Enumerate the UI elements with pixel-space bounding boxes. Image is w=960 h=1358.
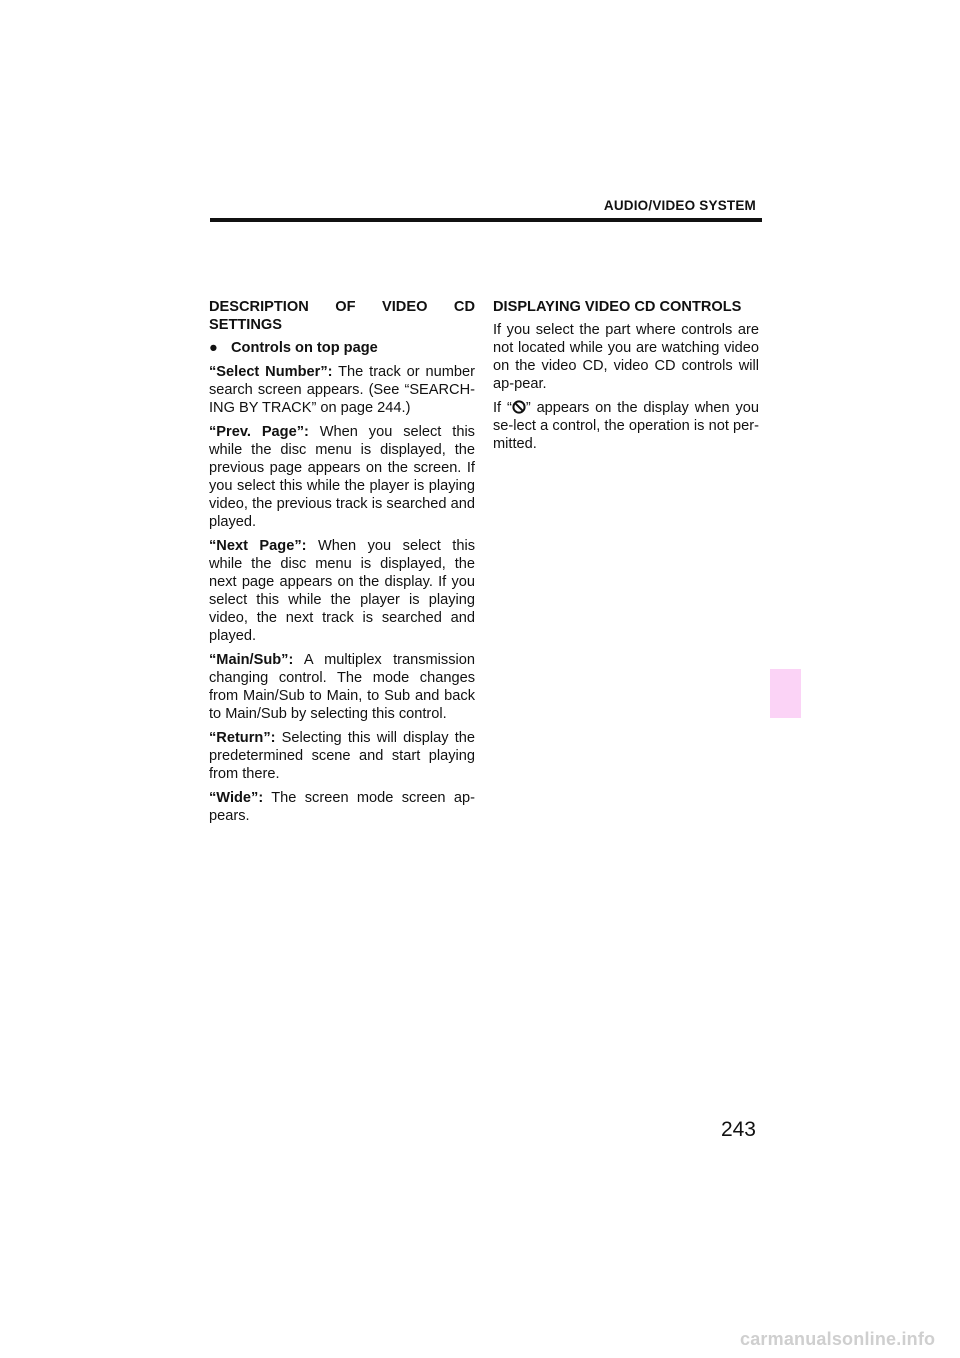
body-paragraph [493, 399, 759, 453]
control-description-return [209, 729, 475, 783]
control-text: When you select this while the disc menu is displayed, the previous page appears on the screen. If you select this while the player is playing video, the previous track is searched and played. [209, 424, 475, 530]
control-text: A multiplex transmission changing control. The mode changes from Main/Sub to Main, to Sub and back to Main/Sub by selecting this control. [209, 652, 475, 722]
left-column [209, 298, 475, 831]
control-description-main-sub [209, 651, 475, 723]
para-text: ” appears on the display when you se-lect a control, the operation is not per-mitted. [493, 400, 759, 452]
subheading-text: Controls on top page [231, 340, 378, 356]
prohibited-icon [512, 400, 526, 414]
control-text: The screen mode screen ap-pears. [209, 790, 475, 824]
header-rule [210, 218, 762, 222]
body-paragraph: If you select the part where controls are not located while you are watching video on the video CD, video CD controls will ap-pear. [493, 322, 759, 392]
control-term: “Return”: [209, 730, 276, 746]
control-description-select-number [209, 363, 475, 417]
control-description-next-page [209, 537, 475, 645]
section-tab [770, 669, 801, 718]
section-heading: DISPLAYING VIDEO CD CONTROLS [493, 299, 742, 315]
control-term: “Main/Sub”: [209, 652, 294, 668]
para-text: If “ [493, 400, 512, 416]
control-description-wide [209, 789, 475, 825]
control-term: “Next Page”: [209, 538, 307, 554]
page-number: 243 [720, 1118, 756, 1141]
control-text: Selecting this will display the predetermined scene and start playing from there. [209, 730, 475, 782]
control-text: When you select this while the disc menu is displayed, the next page appears on the display. If you select this while the player is playing video, the next track is searched and played. [209, 538, 475, 644]
section-heading: DESCRIPTION OF VIDEO CD SETTINGS [209, 299, 475, 333]
subheading [209, 339, 475, 357]
watermark: carmanualsonline.info [740, 1329, 936, 1349]
running-header: AUDIO/VIDEO SYSTEM [603, 198, 756, 213]
control-description-prev-page [209, 423, 475, 531]
bullet-icon: ● [209, 340, 218, 356]
right-column [493, 298, 759, 459]
control-term: “Wide”: [209, 790, 264, 806]
control-text: The track or number search screen appears. (See “SEARCH-ING BY TRACK” on page 244.) [209, 364, 475, 416]
control-term: “Select Number”: [209, 364, 333, 380]
control-term: “Prev. Page”: [209, 424, 309, 440]
